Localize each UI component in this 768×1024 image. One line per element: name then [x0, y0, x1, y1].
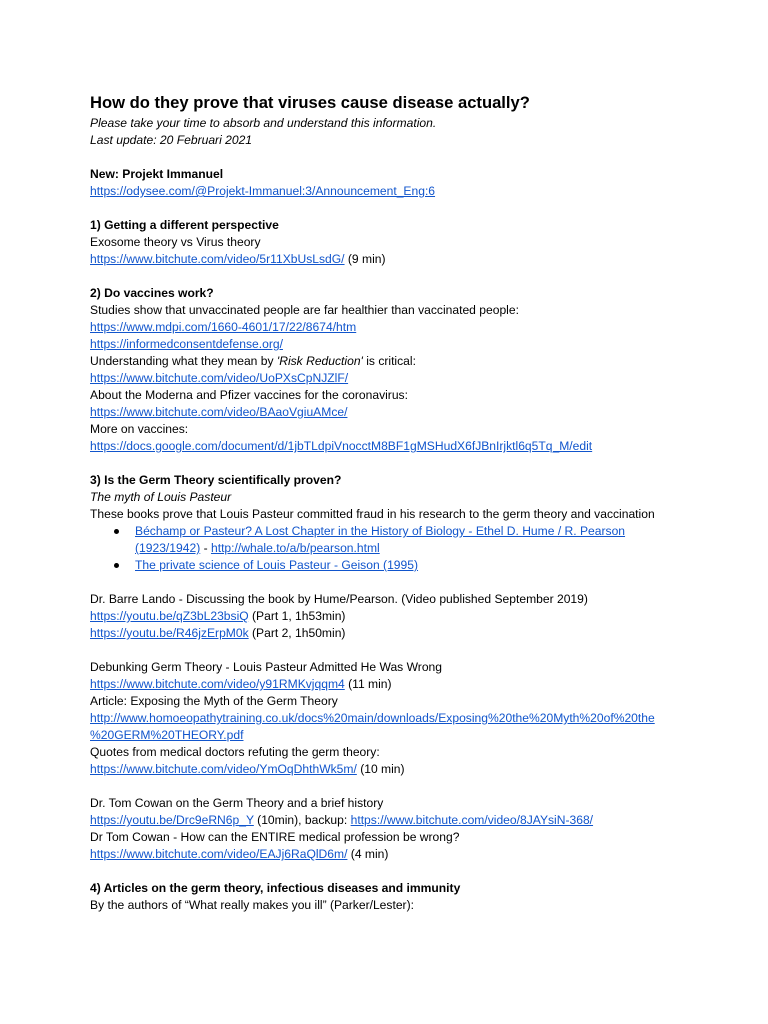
list-item: [90, 557, 690, 574]
cowan-text: Dr. Tom Cowan on the Germ Theory and a brief history: [90, 796, 384, 810]
vaccines-doc-link[interactable]: https://docs.google.com/document/d/1jbTLdpiVnocctM8BF1gMSHudX6fJBnIrjktl6q5Tq_M/edit: [90, 439, 593, 453]
section-4-text: By the authors of “What really makes you ill” (Parker/Lester):: [90, 898, 414, 912]
projekt-immanuel-link[interactable]: https://odysee.com/@Projekt-Immanuel:3/Announcement_Eng:6: [90, 184, 436, 198]
myth-subheading: The myth of Louis Pasteur: [90, 490, 232, 504]
bechamp-book-years-link[interactable]: (1923/1942): [135, 541, 201, 555]
document-page: [90, 92, 690, 914]
books-intro: These books prove that Louis Pasteur committed fraud in his research to the germ theory and vaccination: [90, 507, 655, 521]
geison-book-link[interactable]: The private science of Louis Pasteur - Geison (1995): [135, 558, 419, 572]
quotes-video-duration: (10 min): [356, 762, 405, 776]
section-2-text-1: Studies show that unvaccinated people are far healthier than vaccinated people:: [90, 303, 519, 317]
lando-part1-note: (Part 1, 1h53min): [248, 609, 346, 623]
quotes-video-link[interactable]: https://www.bitchute.com/video/YmOqDhthWk5m/: [90, 762, 357, 776]
new-heading: New: Projekt Immanuel: [90, 167, 224, 181]
cowan-bitchute-link[interactable]: https://www.bitchute.com/video/8JAYsiN-368/: [350, 813, 594, 827]
debunk-video-duration: (11 min): [344, 677, 392, 691]
debunk-video-link[interactable]: https://www.bitchute.com/video/y91RMKvjqqm4: [90, 677, 345, 691]
whale-link[interactable]: http://whale.to/a/b/pearson.html: [210, 541, 380, 555]
mdpi-study-link[interactable]: https://www.mdpi.com/1660-4601/17/22/8674/htm: [90, 320, 357, 334]
section-2-heading: 2) Do vaccines work?: [90, 286, 214, 300]
section-1-heading: 1) Getting a different perspective: [90, 218, 279, 232]
more-vaccines-text: More on vaccines:: [90, 422, 189, 436]
risk-reduction-link[interactable]: https://www.bitchute.com/video/UoPXsCpNJZlF/: [90, 371, 349, 385]
informed-consent-link[interactable]: https://informedconsentdefense.org/: [90, 337, 283, 351]
subtitle: Please take your time to absorb and understand this information.: [90, 116, 437, 130]
article-link-line1[interactable]: http://www.homoeopathytraining.co.uk/docs%20main/downloads/Exposing%20the%20Myth%20of%20the: [90, 711, 655, 725]
cowan2-video-link[interactable]: https://www.bitchute.com/video/EAJj6RaQlD6m/: [90, 847, 348, 861]
lando-part1-link[interactable]: https://youtu.be/qZ3bL23bsiQ: [90, 609, 249, 623]
list-item: [90, 523, 690, 557]
risk-text-c: is critical:: [362, 354, 416, 368]
risk-text-b: 'Risk Reduction': [276, 354, 363, 368]
risk-text-a: Understanding what they mean by: [90, 354, 277, 368]
article-link-line2[interactable]: %20GERM%20THEORY.pdf: [90, 728, 244, 742]
section-4-heading: 4) Articles on the germ theory, infectious diseases and immunity: [90, 881, 461, 895]
lando-text: Dr. Barre Lando - Discussing the book by Hume/Pearson. (Video published September 2019): [90, 592, 588, 606]
article-text: Article: Exposing the Myth of the Germ Theory: [90, 694, 338, 708]
lando-part2-note: (Part 2, 1h50min): [248, 626, 346, 640]
cowan2-text: Dr Tom Cowan - How can the ENTIRE medical profession be wrong?: [90, 830, 460, 844]
bullet-icon: [114, 563, 119, 568]
moderna-video-link[interactable]: https://www.bitchute.com/video/BAaoVgiuAMce/: [90, 405, 348, 419]
page-title: How do they prove that viruses cause disease actually?: [90, 93, 530, 112]
exosome-video-duration: (9 min): [344, 252, 386, 266]
section-3-heading: 3) Is the Germ Theory scientifically proven?: [90, 473, 342, 487]
bullet-icon: [114, 529, 119, 534]
moderna-text: About the Moderna and Pfizer vaccines for the coronavirus:: [90, 388, 408, 402]
exosome-video-link[interactable]: https://www.bitchute.com/video/5r11XbUsLsdG/: [90, 252, 345, 266]
bullet-separator: -: [200, 541, 211, 555]
debunk-text: Debunking Germ Theory - Louis Pasteur Admitted He Was Wrong: [90, 660, 442, 674]
cowan2-video-duration: (4 min): [347, 847, 389, 861]
lando-part2-link[interactable]: https://youtu.be/R46jzErpM0k: [90, 626, 249, 640]
quotes-text: Quotes from medical doctors refuting the germ theory:: [90, 745, 380, 759]
cowan-youtube-link[interactable]: https://youtu.be/Drc9eRN6p_Y: [90, 813, 254, 827]
last-update: Last update: 20 Februari 2021: [90, 133, 253, 147]
section-1-text: Exosome theory vs Virus theory: [90, 235, 261, 249]
cowan-backup-text: (10min), backup:: [253, 813, 351, 827]
bechamp-book-link[interactable]: Béchamp or Pasteur? A Lost Chapter in the History of Biology - Ethel D. Hume / R. Pearson: [135, 524, 626, 538]
books-list: [90, 523, 690, 574]
